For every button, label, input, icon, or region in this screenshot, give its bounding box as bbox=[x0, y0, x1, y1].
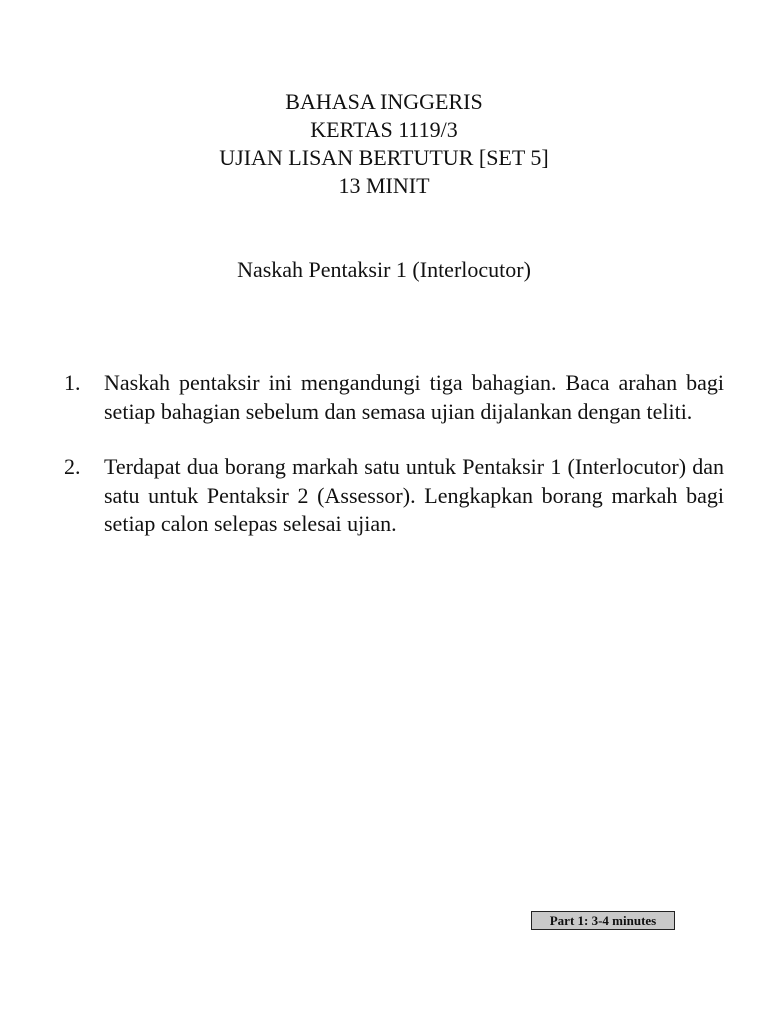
item-number: 2. bbox=[64, 454, 81, 479]
list-item bbox=[64, 369, 724, 426]
part-label: Part 1: 3-4 minutes bbox=[531, 911, 675, 930]
instruction-list bbox=[64, 369, 724, 566]
item-text: Naskah pentaksir ini mengandungi tiga bahagian. Baca arahan bagi setiap bahagian sebelum dan semasa ujian dijalankan dengan teliti. bbox=[104, 370, 724, 424]
exam-title: UJIAN LISAN BERTUTUR [SET 5] bbox=[219, 145, 549, 170]
paper-code: KERTAS 1119/3 bbox=[310, 117, 458, 142]
document-subtitle: Naskah Pentaksir 1 (Interlocutor) bbox=[237, 257, 531, 282]
document-header bbox=[0, 88, 768, 200]
list-item bbox=[64, 453, 724, 539]
subject-title: BAHASA INGGERIS bbox=[285, 89, 483, 114]
exam-duration: 13 MINIT bbox=[338, 173, 430, 198]
item-text: Terdapat dua borang markah satu untuk Pentaksir 1 (Interlocutor) dan satu untuk Pentaksir 2 (Assessor). Lengkapkan borang markah bagi setiap calon selepas selesai ujian. bbox=[104, 454, 724, 536]
item-number: 1. bbox=[64, 370, 81, 395]
